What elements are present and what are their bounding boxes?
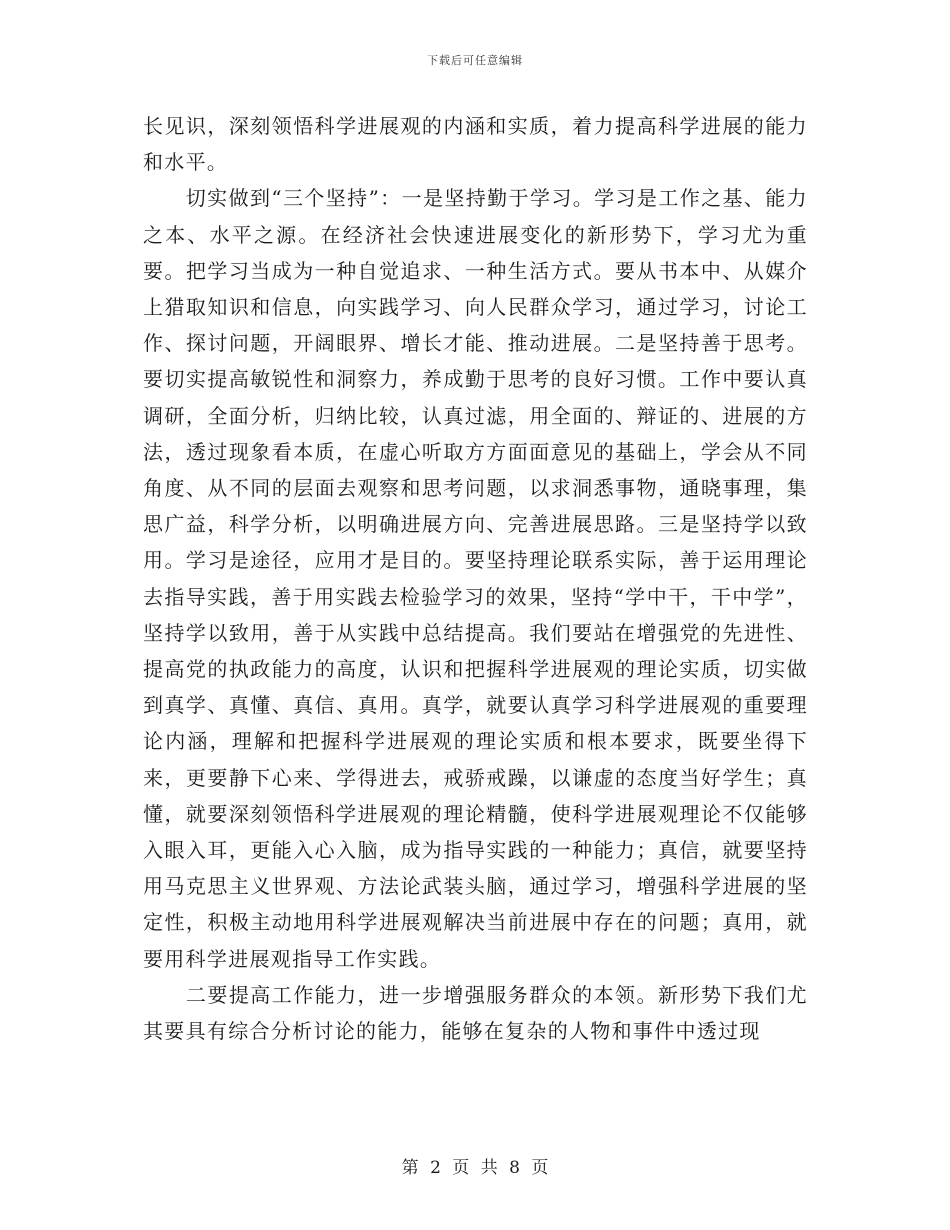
- document-body: [143, 108, 808, 1049]
- paragraph-2: 切实做到“三个坚持”：一是坚持勤于学习。学习是工作之基、能力之本、水平之源。在经济社会快速进展变化的新形势下，学习尤为重要。把学习当成为一种自觉追求、一种生活方式。要从书本中、从媒介上猎取知识和信息，向实践学习、向人民群众学习，通过学习，讨论工作、探讨问题，开阔眼界、增长才能、推动进展。二是坚持善于思考。要切实提高敏锐性和洞察力，养成勤于思考的良好习惯。工作中要认真调研，全面分析，归纳比较，认真过滤，用全面的、辩证的、进展的方法，透过现象看本质，在虚心听取方方面面意见的基础上，学会从不同角度、从不同的层面去观察和思考问题，以求洞悉事物，通晓事理，集思广益，科学分析，以明确进展方向、完善进展思路。三是坚持学以致用。学习是途径，应用才是目的。要坚持理论联系实际，善于运用理论去指导实践，善于用实践去检验学习的效果，坚持“学中干，干中学”，坚持学以致用，善于从实践中总结提高。我们要站在增强党的先进性、提高党的执政能力的高度，认识和把握科学进展观的理论实质，切实做到真学、真懂、真信、真用。真学，就要认真学习科学进展观的重要理论内涵，理解和把握科学进展观的理论实质和根本要求，既要坐得下来，更要静下心来、学得进去，戒骄戒躁，以谦虚的态度当好学生；真懂，就要深刻领悟科学进展观的理论精髓，使科学进展观理论不仅能够入眼入耳，更能入心入脑，成为指导实践的一种能力；真信，就要坚持用马克思主义世界观、方法论武装头脑，通过学习，增强科学进展的坚定性，积极主动地用科学进展观解决当前进展中存在的问题；真用，就要用科学进展观指导工作实践。: [143, 186, 808, 971]
- page-header-note: 下载后可任意编辑: [427, 54, 523, 67]
- paragraph-3: 二要提高工作能力，进一步增强服务群众的本领。新形势下我们尤其要具有综合分析讨论的能力，能够在复杂的人物和事件中透过现: [143, 982, 808, 1044]
- paragraph-1: 长见识，深刻领悟科学进展观的内涵和实质，着力提高科学进展的能力和水平。: [143, 114, 808, 175]
- page-footer-number: 第 2 页 共 8 页: [401, 1158, 549, 1178]
